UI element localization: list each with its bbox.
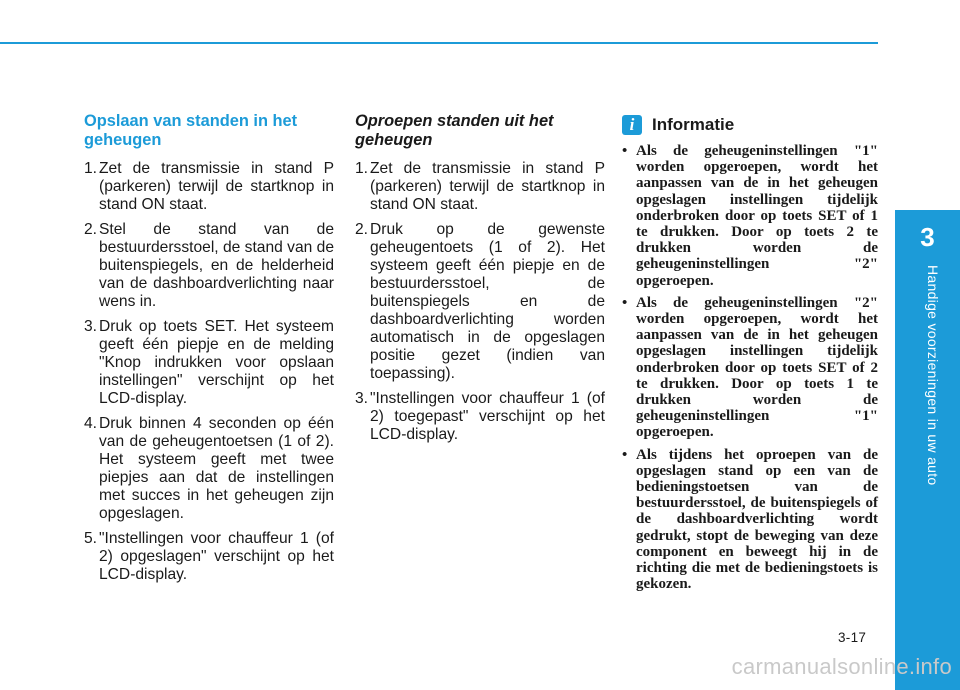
section-save-heading: Opslaan van standen in het geheugen <box>84 112 298 149</box>
list-item: 2. Stel de stand van de bestuurdersstoel, de stand van de buitenspiegels, en de helderheid van de dashboardverlichting naar wens in. <box>84 221 334 310</box>
header-rule <box>0 42 878 44</box>
section-save-steps <box>84 160 334 584</box>
list-item: • Als tijdens het oproepen van de opgeslagen stand op een van de bedieningstoetsen van de bestuurdersstoel, de buitenspiegels of de dashboardverlichting wordt gedrukt, stopt de beweging van deze component en beweegt hij in de richting die met de bedieningstoets is gekozen. <box>622 447 878 593</box>
page-number: 3-17 <box>838 630 867 645</box>
info-header <box>622 115 878 135</box>
list-item: • Als de geheugeninstellingen "1" worden opgeroepen, wordt het aanpassen van de in het geheugen opgeslagen instellingen tijdelijk onderbroken door op toets SET of 1 te drukken. Door op toets 2 te drukken worden de geheugeninstellingen "2" opgeroepen. <box>622 143 878 289</box>
section-recall-steps <box>355 160 605 444</box>
info-box <box>622 115 878 598</box>
chapter-number: 3 <box>920 222 935 252</box>
info-icon: i <box>622 115 642 135</box>
list-item: 1. Zet de transmissie in stand P (parkeren) terwijl de startknop in stand ON staat. <box>355 160 605 213</box>
section-recall-heading: Oproepen standen uit het geheugen <box>355 112 554 149</box>
section-recall <box>355 112 605 451</box>
section-save <box>84 112 334 591</box>
list-item: • Als de geheugeninstellingen "2" worden opgeroepen, wordt het aanpassen van de in het geheugen opgeslagen instellingen tijdelijk onderbroken door op toets SET of 2 te drukken. Door op toets 1 te drukken worden de geheugeninstellingen "1" opgeroepen. <box>622 295 878 441</box>
list-item: 2. Druk op de gewenste geheugentoets (1 of 2). Het systeem geeft één piepje en de bestuurdersstoel, de buitenspiegels en de dashboardverlichting worden automatisch in de opgeslagen positie gezet (indien van toepassing). <box>355 221 605 382</box>
chapter-title: Handige voorzieningen in uw auto <box>925 265 941 486</box>
list-item: 4. Druk binnen 4 seconden op één van de geheugentoetsen (1 of 2). Het systeem geeft met twee piepjes aan dat de instellingen met succes in het geheugen zijn opgeslagen. <box>84 415 334 522</box>
info-title: Informatie <box>652 114 735 134</box>
list-item: 3. "Instellingen voor chauffeur 1 (of 2) toegepast" verschijnt op het LCD-display. <box>355 390 605 443</box>
list-item: 1. Zet de transmissie in stand P (parkeren) terwijl de startknop in stand ON staat. <box>84 160 334 213</box>
chapter-tab <box>895 210 960 690</box>
watermark: carmanualsonline.info <box>731 654 952 679</box>
info-bullets <box>622 143 878 592</box>
list-item: 3. Druk op toets SET. Het systeem geeft één piepje en de melding "Knop indrukken voor opslaan instellingen" verschijnt op het LCD-display. <box>84 318 334 407</box>
list-item: 5. "Instellingen voor chauffeur 1 (of 2) opgeslagen" verschijnt op het LCD-display. <box>84 530 334 583</box>
